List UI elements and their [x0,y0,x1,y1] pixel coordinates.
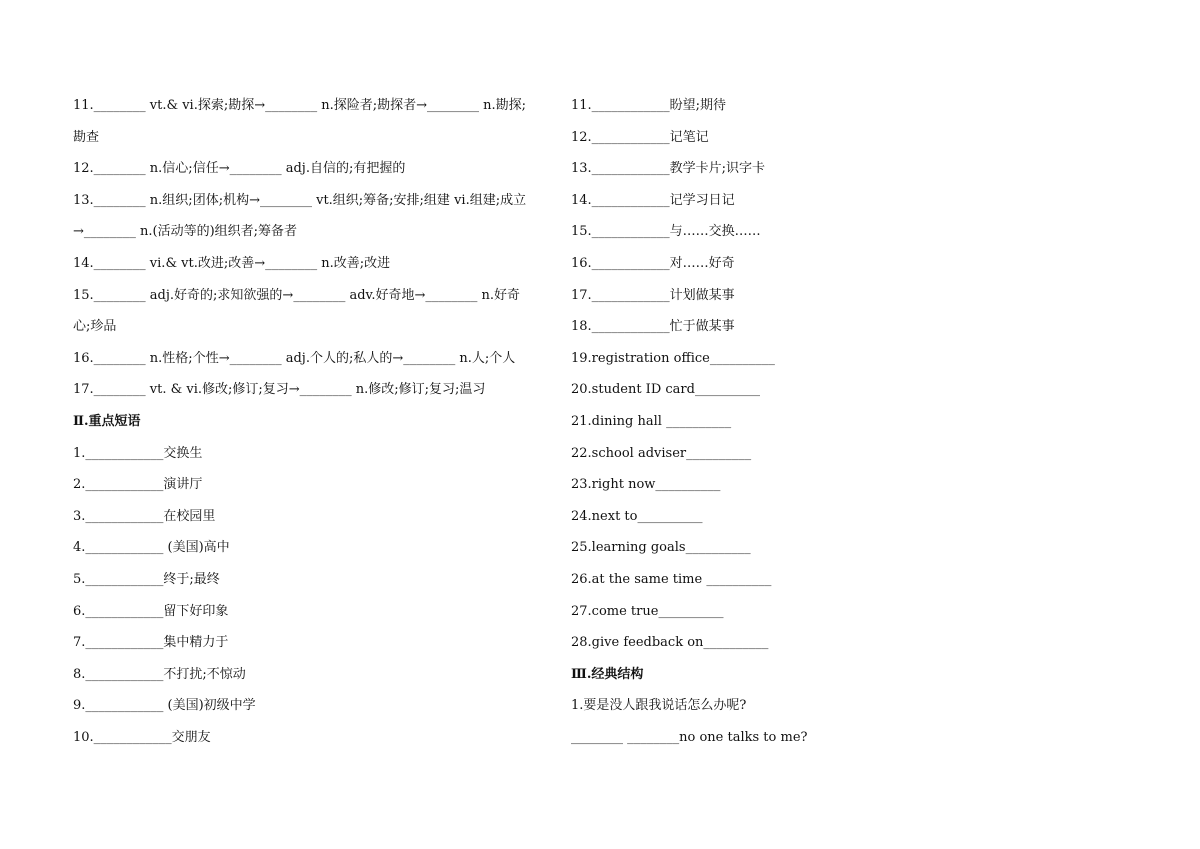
exercise-line: 13.________ n.组织;团体;机构→________ vt.组织;筹备;安排;组建 vi.组建;成立 [73,192,527,208]
exercise-line: 12.________ n.信心;信任→________ adj.自信的;有把握的 [73,161,406,177]
exercise-line: 6.____________留下好印象 [73,603,229,619]
exercise-line: →________ n.(活动等的)组织者;筹备者 [73,224,298,240]
exercise-line: 1.要是没人跟我说话怎么办呢? [571,698,747,714]
exercise-line: 11.________ vt.& vi.探索;勘探→________ n.探险者;勘探者→________ n.勘探; [73,98,527,113]
exercise-line: 16.________ n.性格;个性→________ adj.个人的;私人的→________ n.人;个人 [73,350,516,366]
exercise-line: 24.next to__________ [571,508,703,524]
exercise-line: 2.____________演讲厅 [73,477,203,493]
exercise-line: 心;珍品 [73,319,117,335]
exercise-line: 15.________ adj.好奇的;求知欲强的→________ adv.好奇地→________ n.好奇 [73,287,520,303]
exercise-line: 23.right now__________ [571,477,721,493]
exercise-line: 11.____________盼望;期待 [571,98,727,113]
exercise-line: 18.____________忙于做某事 [571,319,735,335]
exercise-line: 15.____________与……交换…… [571,224,761,240]
left-column [73,96,553,759]
exercise-line: 28.give feedback on__________ [571,635,769,651]
exercise-line: 26.at the same time __________ [571,571,772,587]
right-column [571,96,1051,759]
exercise-line: 3.____________在校园里 [73,508,216,524]
exercise-line: 1.____________交换生 [73,445,203,461]
exercise-line: 19.registration office__________ [571,350,775,366]
section-heading-classic-structures: Ⅲ.经典结构 [571,666,644,682]
exercise-line: 20.student ID card__________ [571,382,760,398]
exercise-line: 22.school adviser__________ [571,445,752,461]
exercise-line: 4.____________ (美国)高中 [73,540,230,556]
exercise-line: 14.____________记学习日记 [571,192,735,208]
exercise-line: 9.____________ (美国)初级中学 [73,698,256,714]
exercise-line: 7.____________集中精力于 [73,635,229,651]
exercise-line: 21.dining hall __________ [571,413,732,429]
exercise-line: 27.come true__________ [571,603,724,619]
exercise-line: 16.____________对……好奇 [571,255,735,271]
exercise-line: 17.____________计划做某事 [571,287,735,303]
exercise-line: 5.____________终于;最终 [73,571,220,587]
exercise-line: ________ ________no one talks to me? [571,729,808,745]
exercise-line: 10.____________交朋友 [73,729,211,745]
exercise-line: 8.____________不打扰;不惊动 [73,666,246,682]
exercise-line: 25.learning goals__________ [571,540,751,556]
exercise-line: 13.____________教学卡片;识字卡 [571,161,766,177]
exercise-line: 12.____________记笔记 [571,129,709,145]
exercise-line: 14.________ vi.& vt.改进;改善→________ n.改善;改进 [73,255,391,271]
section-heading-key-phrases: Ⅱ.重点短语 [73,413,141,429]
exercise-line: 勘查 [73,129,100,145]
exercise-line: 17.________ vt. & vi.修改;修订;复习→________ n.修改;修订;复习;温习 [73,382,486,398]
